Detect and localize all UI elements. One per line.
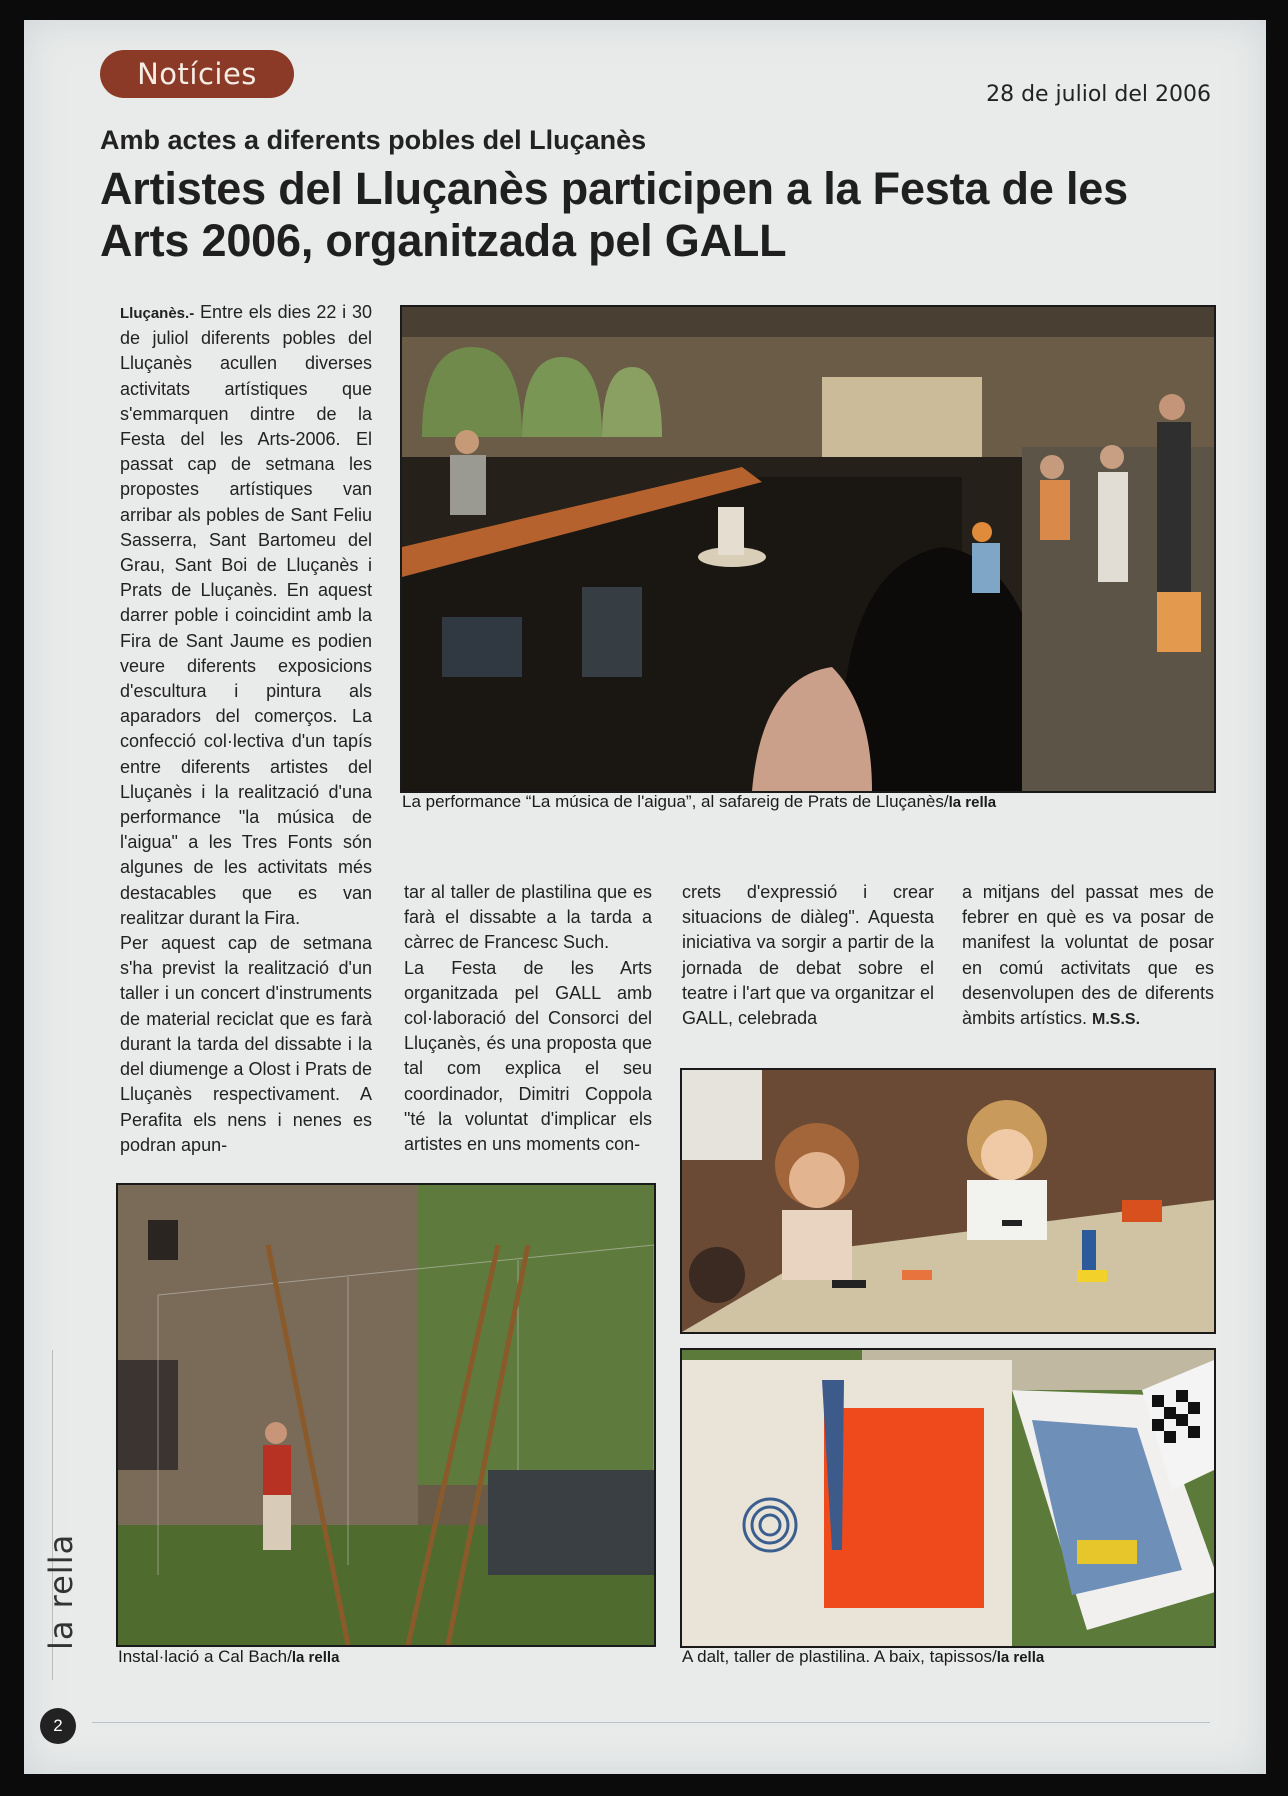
caption-credit: la rella [996, 1649, 1045, 1666]
left-photo-caption [118, 1647, 339, 1667]
issue-date: 28 de juliol del 2006 [986, 82, 1211, 107]
article-lead: Lluçanès.- [120, 305, 195, 322]
performance-photo [400, 305, 1216, 793]
section-badge: Notícies [100, 50, 294, 98]
main-photo-caption [402, 792, 996, 812]
article-paragraph: crets d'expressió i crear situacions de diàleg". Aquesta iniciativa va sorgir a partir de la jornada de debat sobre el teatre i l'art que va organitzar el GALL, celebrada [682, 882, 934, 1029]
article-paragraph: La Festa de les Arts organitzada pel GALL amb col·laboració del Consorci del Lluçanès, és una proposta que tal com explica el seu coordinador, Dimitri Coppola "té la voluntat d'implicar els artistes en uns moments con- [404, 957, 652, 1155]
tapestries-photo [680, 1348, 1216, 1648]
article-paragraph: Per aquest cap de setmana s'ha previst la realització d'un taller i un concert d'instruments de material reciclat que es farà durant la tarda del dissabte i la del diumenge a Olost i Prats de Lluçanès respectivament. A Perafita els nens i nenes es podran apun- [120, 933, 372, 1155]
article-paragraph: Entre els dies 22 i 30 de juliol diferents pobles del Lluçanès acullen diverses activitats artístiques que s'emmarquen dintre de la Festa del les Arts-2006. El passat cap de setmana les propostes artístiques van arribar als pobles de Sant Feliu Sasserra, Sant Bartomeu del Grau, Sant Boi de Lluçanès i Prats de Lluçanès. En aquest darrer poble i coincidint amb la Fira de Sant Jaume es podien veure diferents exposicions d'escultura i pintura als aparadors del comerços. La confecció col·lectiva d'un tapís entre diferents artistes del Lluçanès i la realització d'una performance "la música de l'aigua" a les Tres Fonts són algunes de les activitats més destacables que es van realitzar durant la Fira. [120, 302, 372, 928]
article-headline: Artistes del Lluçanès participen a la Festa de les Arts 2006, organitzada pel GALL [100, 163, 1128, 266]
article-kicker: Amb actes a diferents pobles del Lluçanès [100, 125, 647, 155]
article-paragraph: tar al taller de plastilina que es farà el dissabte a la tarda a càrrec de Francesc Such. [404, 882, 652, 953]
clay-workshop-photo [680, 1068, 1216, 1334]
publication-name: la rella [42, 1533, 80, 1650]
page-number: 2 [40, 1708, 76, 1744]
caption-credit: la rella [948, 794, 997, 811]
author-signature: M.S.S. [1092, 1011, 1141, 1029]
bottom-rule [92, 1722, 1210, 1723]
caption-text: La performance “La música de l'aigua”, al safareig de Prats de Lluçanès/ [402, 792, 949, 811]
article-column-1 [120, 300, 372, 1158]
article-column-4 [962, 880, 1214, 1032]
article-column-2 [404, 880, 652, 1157]
article-paragraph: a mitjans del passat mes de febrer en què es va posar de manifest la voluntat de posar en comú activitats que es desenvolupen des de diferents àmbits artístics. [962, 882, 1214, 1029]
caption-text: Instal·lació a Cal Bach/ [118, 1647, 292, 1666]
article-column-3 [682, 880, 934, 1031]
caption-credit: la rella [291, 1649, 340, 1666]
right-photos-caption [682, 1647, 1044, 1667]
installation-photo [116, 1183, 656, 1647]
caption-text: A dalt, taller de plastilina. A baix, tapissos/ [682, 1647, 997, 1666]
